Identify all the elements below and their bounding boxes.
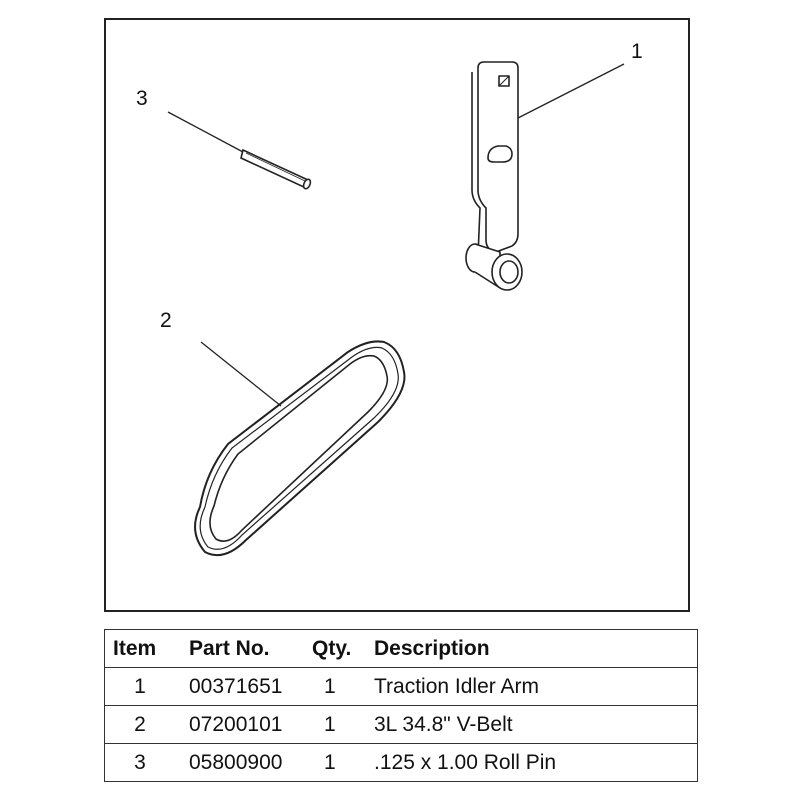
v-belt (195, 341, 404, 555)
header-description: Description (374, 630, 698, 668)
parts-diagram (104, 18, 690, 612)
row-part-no: 05800900 (175, 744, 312, 782)
leader-line-2 (201, 342, 281, 406)
callout-1: 1 (631, 40, 643, 63)
table-header-row (105, 630, 698, 668)
row-part-no: 00371651 (175, 668, 312, 706)
row-item: 2 (105, 706, 176, 744)
row-qty: 1 (312, 744, 374, 782)
row-qty: 1 (312, 668, 374, 706)
row-part-no: 07200101 (175, 706, 312, 744)
row-item: 1 (105, 668, 176, 706)
header-item: Item (105, 630, 176, 668)
header-qty: Qty. (312, 630, 374, 668)
row-description: 3L 34.8" V-Belt (374, 706, 698, 744)
roll-pin (241, 150, 312, 190)
traction-idler-arm (466, 62, 522, 290)
callout-3: 3 (136, 87, 148, 110)
row-description: Traction Idler Arm (374, 668, 698, 706)
table-row (105, 706, 698, 744)
row-qty: 1 (312, 706, 374, 744)
leader-lines (168, 64, 624, 406)
leader-line-3 (168, 112, 243, 152)
leader-line-1 (518, 64, 624, 118)
table-row (105, 744, 698, 782)
row-item: 3 (105, 744, 176, 782)
parts-table (104, 629, 698, 782)
header-part-no: Part No. (175, 630, 312, 668)
parts-illustration (106, 20, 692, 614)
callout-2: 2 (160, 309, 172, 332)
row-description: .125 x 1.00 Roll Pin (374, 744, 698, 782)
table-row (105, 668, 698, 706)
